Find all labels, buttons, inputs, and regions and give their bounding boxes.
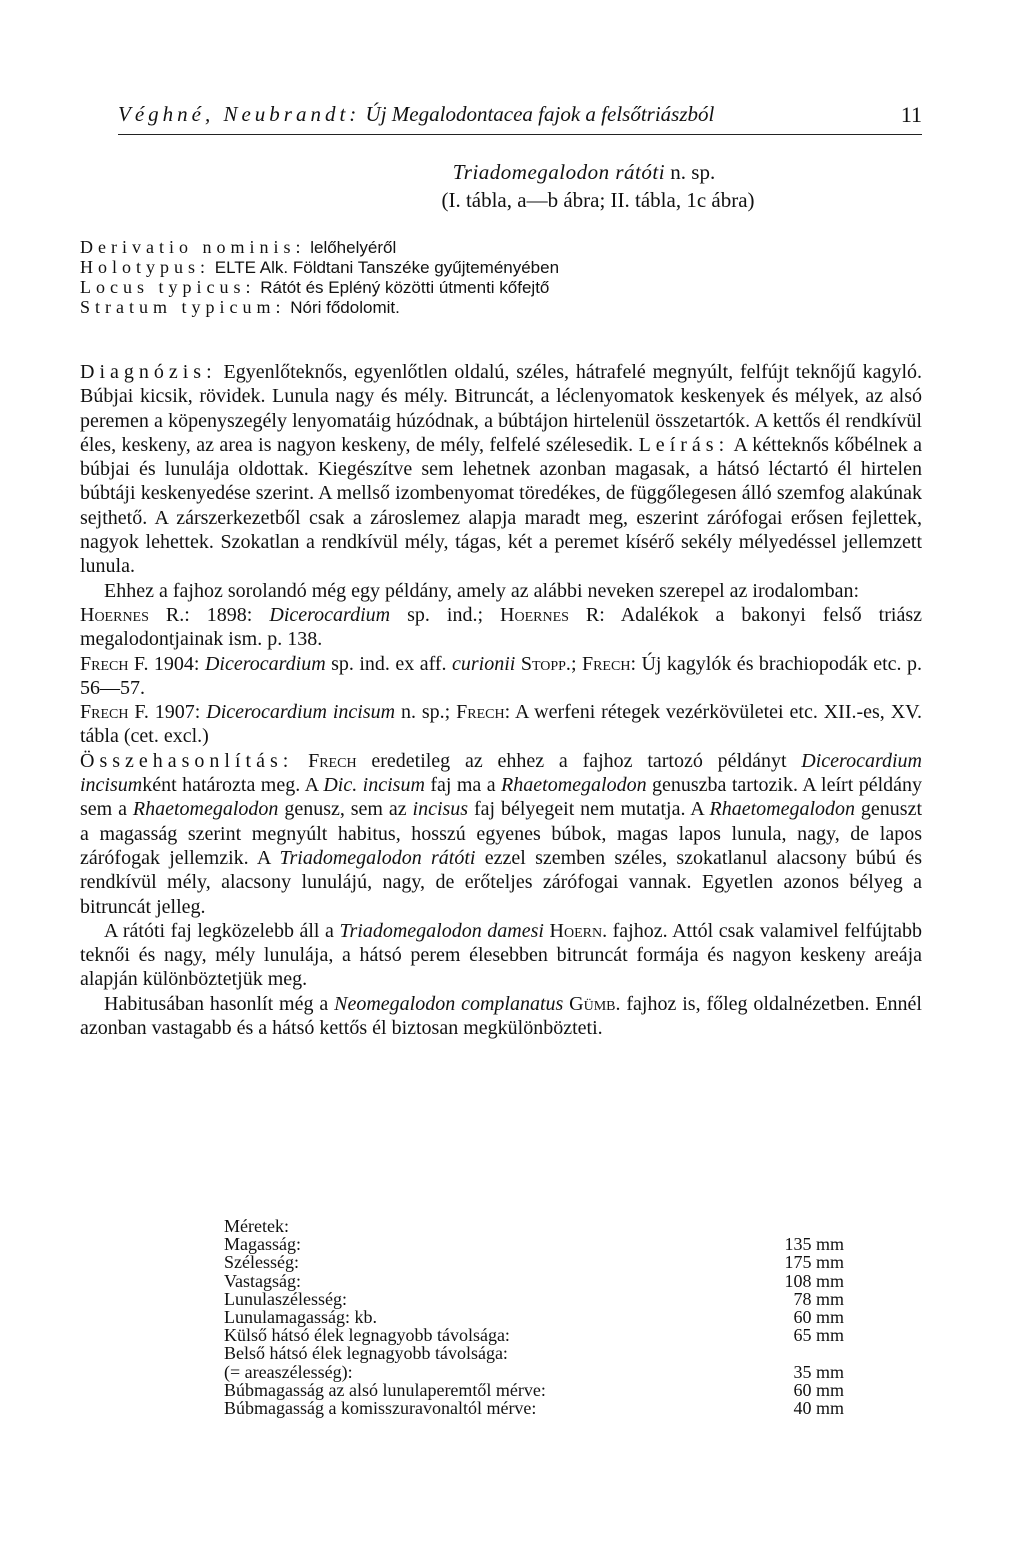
text: fajhoz. Attól csak valamivel felfújtabb teknői és nagy, mély lunulája, a hátsó perem élesebben bitruncát formája és nagyon keskeny areája alapján különböztetjük meg. (80, 919, 922, 991)
measurement-value: 40 mm (793, 1397, 844, 1418)
author: Hoernes R (500, 603, 600, 626)
author: Frech (456, 701, 505, 724)
meta-value: lelőhelyéről (310, 238, 397, 257)
author: Frech F. (80, 701, 149, 724)
taxon: Triadomegalodon rátóti (279, 846, 476, 869)
author: Frech (581, 652, 631, 675)
diagnosis-label: Diagnózis: (80, 361, 217, 383)
meta-label: Stratum typicum: (80, 297, 286, 317)
measurement-label: Búbmagasság az alsó lunulaperemtől mérve: (224, 1379, 546, 1400)
ref-text: n. sp.; (395, 701, 457, 724)
measurement-row (224, 1344, 844, 1362)
text: eredetileg az ehhez a fajhoz tartozó példányt (356, 749, 802, 772)
running-head (118, 98, 922, 135)
ref-text: : Új kagylók és brachiopodák etc. p. 56—57. (80, 652, 923, 699)
measurement-row (224, 1308, 844, 1326)
meta-row (80, 297, 400, 318)
author: Frech F. (80, 652, 149, 675)
measurements-heading: Méretek: (224, 1216, 289, 1236)
taxon: Dicerocardium (269, 603, 391, 626)
author: Hoern. (549, 919, 608, 942)
meta-value: Nóri fődolomit. (290, 298, 400, 317)
meta-label: Holotypus: (80, 257, 211, 277)
reference (80, 603, 922, 652)
taxon: Dicerocardium incisum (206, 701, 396, 724)
text: genuszt a magasság szerint megnyúlt habitus, hosszú egyenes búbok, magas lapos lunula, nagy, de lapos zárófogak jellemzik. A (80, 798, 923, 869)
author: Frech (308, 749, 357, 772)
measurement-row (224, 1272, 844, 1290)
measurement-value: 35 mm (793, 1361, 844, 1382)
taxon: Dicerocardium incisum (80, 749, 922, 797)
paragraph (80, 992, 922, 1041)
measurement-label: Vastagság: (224, 1270, 301, 1291)
ref-text: : Adalékok a bakonyi felső triász megalodontjainak ism. p. 138. (80, 603, 922, 651)
leiras-label: Leírás: (638, 433, 730, 456)
text: ként határozta meg. A (142, 774, 324, 797)
measurement-label: Külső hátsó élek legnagyobb távolsága: (224, 1325, 510, 1346)
ref-text: ; (570, 652, 582, 675)
paragraph (80, 919, 922, 992)
leiras-text: A kétteknős kőbélnek a búbjai és lunulája oldottak. Kiegészítve sem lehetnek azonban magasak, a hátsó léctartó él hirtelen búbtáji keskenyedése szerint. A mellső izombenyomat töredékes, de függőlegesen álló szemfog alakúnak sejthető. A zárszerkezetből csak a zároslemez alapja maradt meg, eszerint zárófogai erősen fejlettek, nagyok lehettek. Szokatlan a rendkívül mély, tágas, két a peremet kísérő sekély mélyedéssel jellemzett lunula. (80, 433, 923, 578)
measurement-value: 65 mm (793, 1325, 844, 1346)
meta-row (80, 257, 559, 278)
text: genuszba tartozik. A leírt példány sem a (80, 774, 923, 821)
meta-label: Derivatio nominis: (80, 237, 306, 257)
ref-text: : A werfeni rétegek vezérkövületei etc. XII.-es, XV. tábla (cet. excl.) (80, 701, 923, 748)
header-title: Új Megalodontacea fajok a felsőtriászból (365, 102, 715, 126)
ref-text: sp. ind.; (390, 603, 501, 626)
ref-text: : 1898: (184, 603, 270, 626)
measurement-row (224, 1290, 844, 1308)
taxon: Dic. incisum (323, 774, 425, 797)
taxon: Neomegalodon complanatus (334, 992, 564, 1015)
species-name: Triadomegalodon rátóti (452, 160, 666, 184)
text: faj bélyegeit nem mutatja. A (468, 798, 710, 821)
measurement-label: (= areaszélesség): (224, 1361, 353, 1382)
ref-text: 1907: (148, 701, 207, 724)
taxon: curionii (452, 652, 516, 675)
measurement-value: 78 mm (793, 1288, 844, 1309)
text: genusz, sem az (278, 798, 413, 821)
author: Stopp. (520, 652, 571, 675)
comparison-label: Összehasonlítás: (80, 749, 294, 772)
text: A rátóti faj legközelebb áll a (104, 919, 340, 942)
meta-label: Locus typicus: (80, 277, 256, 297)
species-status: n. sp. (670, 160, 716, 184)
author: Hoernes R. (80, 603, 185, 626)
page-number: 11 (900, 102, 922, 127)
comparison-paragraph (80, 749, 922, 919)
measurement-row (224, 1326, 844, 1344)
taxon: Rhaetomegalodon (501, 774, 647, 797)
meta-row (80, 277, 549, 298)
measurement-label: Lunulaszélesség: (224, 1288, 347, 1309)
text: ezzel szemben széles, szokatlanul alacsony búbú és rendkívül mély, alacsony lunulájú, nagy, de erőteljes zárófogai vannak. Egyetlen azonos bélyeg a bitruncát jelleg. (80, 846, 922, 918)
species-title (72, 160, 1024, 185)
species-plates: (I. tábla, a—b ábra; II. tábla, 1c ábra) (441, 188, 755, 212)
diagnosis-text: Egyenlőteknős, egyenlőtlen oldalú, széles, hátrafelé megnyúlt, felfújt teknőjű kagyló. Búbjai kicsik, rövidek. Lunula nagy és mély. Bitruncát, a léclenyomatok keskenyek és mélyek, az alsó peremen a köpenyszegély lenyomatáig húzódnak, a búbtájon hirtelenül összetartók. A kettős él rendkívül éles, keskeny, az area is nagyon keskeny, de mély, felfelé szélesedik. (80, 361, 922, 456)
running-title (118, 102, 714, 127)
measurements-table (224, 1217, 844, 1417)
meta-value: Rátót és Epléný közötti útmenti kőfejtő (260, 278, 550, 297)
measurement-value: 108 mm (784, 1270, 844, 1291)
measurement-label: Lunulamagasság: kb. (224, 1306, 377, 1327)
measurement-value: 175 mm (784, 1252, 844, 1273)
measurement-row (224, 1363, 844, 1381)
measurement-value: 60 mm (793, 1306, 844, 1327)
ref-text: sp. ind. ex aff. (325, 652, 453, 675)
measurement-value: 60 mm (793, 1379, 844, 1400)
text: Habitusában hasonlít még a (104, 992, 335, 1015)
body-text (80, 360, 922, 1040)
reference (80, 700, 922, 749)
taxon: Rhaetomegalodon (132, 798, 279, 821)
ref-text: 1904: (148, 652, 205, 675)
measurement-row (224, 1381, 844, 1399)
measurement-label: Belső hátsó élek legnagyobb távolsága: (224, 1343, 508, 1364)
measurement-row (224, 1399, 844, 1417)
measurement-label: Búbmagasság a komisszuravonaltól mérve: (224, 1397, 537, 1418)
taxon: Rhaetomegalodon (709, 798, 856, 821)
meta-value: ELTE Alk. Földtani Tanszéke gyűjteményében (214, 258, 560, 277)
author: Gümb. (569, 992, 621, 1015)
text: faj ma a (424, 774, 502, 797)
paragraph: Ehhez a fajhoz sorolandó még egy példány, amely az alábbi neveken szerepel az irodalomban: (104, 579, 860, 602)
measurement-value: 135 mm (784, 1234, 844, 1255)
measurement-label: Szélesség: (224, 1252, 299, 1273)
measurement-row (224, 1253, 844, 1271)
taxon: Triadomegalodon damesi (339, 919, 544, 942)
measurement-label: Magasság: (224, 1234, 301, 1255)
header-authors: Véghné, Neubrandt: (118, 102, 361, 126)
taxon: incisus (412, 798, 469, 821)
measurement-row (224, 1235, 844, 1253)
taxon: Dicerocardium (204, 652, 326, 675)
meta-row (80, 237, 396, 258)
diagnosis-paragraph (80, 360, 922, 579)
text: fajhoz is, főleg oldalnézetben. Ennél azonban vastagabb és a hátsó kettős él biztosan megkülönbözteti. (80, 992, 922, 1040)
reference (80, 652, 922, 701)
